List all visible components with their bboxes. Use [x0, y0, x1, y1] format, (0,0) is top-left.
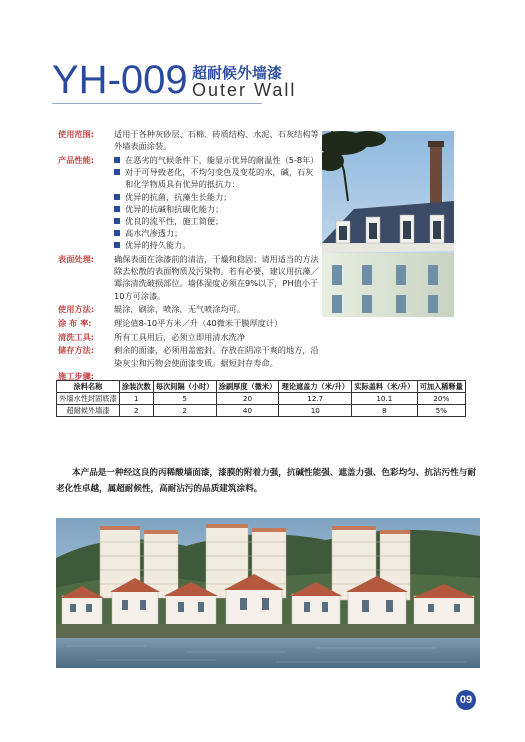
spec-list [58, 128, 320, 384]
spec-value [114, 154, 320, 252]
table-header-cell: 可加入稀释量 [417, 381, 465, 393]
table-header-row [57, 381, 466, 393]
header-rule [52, 103, 262, 104]
table-cell: 1 [119, 393, 153, 405]
complex-photo [56, 518, 480, 668]
table-cell: 2 [119, 405, 153, 417]
application-table [56, 380, 466, 417]
spec-label: 产品性能: [58, 154, 95, 165]
spec-scope [58, 128, 320, 152]
spec-coverage [58, 317, 320, 329]
bullet-item: 优异的抗碱和抗碳化能力； [114, 203, 320, 215]
spec-cleaning [58, 331, 320, 343]
spec-label: 使用方法: [58, 304, 95, 315]
table-header-cell: 涂装次数 [119, 381, 153, 393]
table-header-cell: 涂料名称 [57, 381, 120, 393]
table-cell: 8 [352, 405, 417, 417]
table-cell: 5% [417, 405, 465, 417]
table-header-cell: 实际盖料（米/升） [352, 381, 417, 393]
table-cell: 12.7 [279, 393, 352, 405]
spec-performance [58, 154, 320, 252]
table-cell: 20 [216, 393, 279, 405]
building-photo [322, 131, 454, 317]
table-cell: 40 [216, 405, 279, 417]
table-cell: 超耐候外墙漆 [57, 405, 120, 417]
table-cell: 20% [417, 393, 465, 405]
square-bullet-icon [114, 242, 120, 248]
bullet-item: 优异的抗菌，抗藻生长能力； [114, 191, 320, 203]
side-margin [0, 0, 18, 742]
page-number-badge: 09 [456, 690, 476, 710]
table-cell: 5 [153, 393, 216, 405]
product-description: 本产品是一种经这良的丙稀酸墙面漆，漆膜的附着力强，抗碱性能强、遮盖力强、色彩均匀、抗沾污性与耐老化性卓越，属超耐候性，高耐沾污的品质建筑涂料。 [56, 468, 476, 494]
spec-storage [58, 344, 320, 368]
table-cell: 外墙水性封固底漆 [57, 393, 120, 405]
table-row [57, 405, 466, 417]
bullet-item: 对于可导致老化，不均匀变色及变花的水，碱，石灰和化学物质具有优异的抵抗力： [114, 166, 320, 190]
building-photo-illustration [322, 131, 454, 317]
spec-value: 所有工具用后，必须立即用清水洗净 [114, 331, 246, 342]
spec-value: 辊涂，刷涂，喷涂，无气喷涂均可。 [114, 304, 246, 315]
table-header-cell: 涂刷厚度（微米） [216, 381, 279, 393]
table-cell: 2 [153, 405, 216, 417]
product-title-cn: 超耐候外墙漆 [192, 64, 283, 82]
table-header-cell: 理论遮盖力（米/升） [279, 381, 352, 393]
square-bullet-icon [114, 169, 120, 175]
complex-photo-illustration [56, 518, 480, 668]
product-title-en: Outer Wall [192, 80, 297, 100]
bullet-item: 优异的持久能力。 [114, 239, 320, 251]
table-cell: 10.1 [352, 393, 417, 405]
spec-label: 涂 布 率: [58, 318, 92, 329]
square-bullet-icon [114, 206, 120, 212]
spec-value: 剩余的面漆，必须用盖密封。存放在阴凉干爽的地方，沿染灰尘和污物会使面漆变质。据短封存寿命。 [114, 345, 319, 368]
bullet-item: 优良的流平性，施工简便； [114, 215, 320, 227]
square-bullet-icon [114, 230, 120, 236]
spec-label: 储存方法: [58, 345, 95, 356]
spec-surface [58, 253, 320, 302]
spec-value: 确保表面在涂漆前的清洁，干燥和稳固；请用适当的方法除去松散的表面物质及污染物。若有必要，建议用抗藻／霉涂清洗破损部位。墙体湿度必须在9%以下，PH值小于10方可涂漆。 [114, 254, 319, 301]
table-cell: 10 [279, 405, 352, 417]
spec-label: 使用范围: [58, 129, 95, 139]
square-bullet-icon [114, 218, 120, 224]
square-bullet-icon [114, 194, 120, 200]
spec-label: 清洗工具: [58, 331, 95, 342]
spec-label: 施工步骤: [58, 371, 95, 382]
spec-label: 表面处理: [58, 254, 95, 265]
table-row [57, 393, 466, 405]
square-bullet-icon [114, 157, 120, 163]
spec-value: 理论值8-10平方米／升（40微米干膜厚度计） [114, 318, 283, 329]
spec-method [58, 303, 320, 315]
product-model: YH-009 [52, 58, 188, 102]
bullet-item: 高水汽渗透力； [114, 227, 320, 239]
bullet-item: 在恶劣的气候条件下，能显示优异的耐温性（5-8年） [114, 154, 320, 166]
table-header-cell: 每次间隔（小时） [153, 381, 216, 393]
spec-value: 适用于各种灰砂层、石棉、砖质结构、水泥、石灰结构等外墙表面涂装。 [114, 129, 319, 152]
